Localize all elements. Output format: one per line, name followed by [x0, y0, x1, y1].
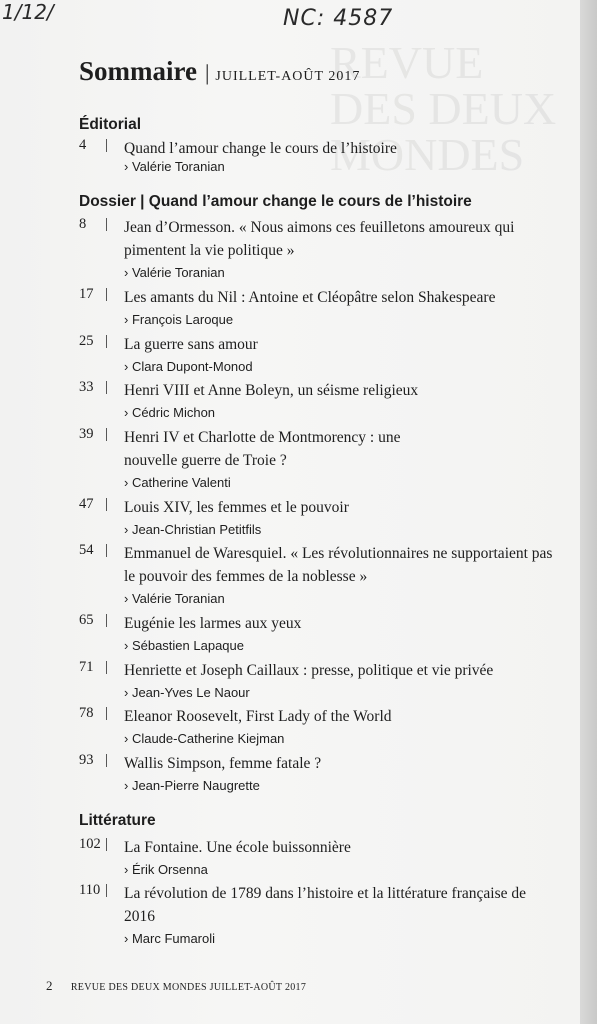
entry-page-number: 4: [79, 137, 87, 153]
entry-title: Henri VIII et Anne Boleyn, un séisme religieux: [124, 382, 419, 399]
entry-separator: |: [105, 379, 109, 395]
entry-separator: |: [105, 333, 109, 349]
entry-author: › Cédric Michon: [124, 405, 216, 420]
table-of-contents-header: [79, 56, 360, 87]
entry-author: › Jean-Yves Le Naour: [124, 685, 250, 700]
entry-page-number: 25: [79, 333, 94, 349]
handwritten-reference-note: NC: 4587: [283, 6, 394, 31]
entry-title: Eleanor Roosevelt, First Lady of the World: [124, 708, 392, 725]
entry-title: La guerre sans amour: [124, 336, 258, 353]
entry-author: › Catherine Valenti: [124, 475, 231, 490]
section-heading-editorial: Éditorial: [79, 116, 142, 133]
entry-author: › Valérie Toranian: [124, 265, 225, 280]
entry-author: › Valérie Toranian: [124, 591, 225, 606]
entry-author: › Claude-Catherine Kiejman: [124, 731, 285, 746]
entry-title: La révolution de 1789 dans l’histoire et la littérature française de 2016: [124, 885, 526, 925]
entry-separator: |: [105, 286, 109, 302]
footer-journal-name: REVUE DES DEUX MONDES: [70, 982, 207, 993]
entry-title: Quand l’amour change le cours de l’histoire: [124, 140, 397, 157]
entry-title: Henriette et Joseph Caillaux : presse, politique et vie privée: [124, 662, 494, 679]
entry-title: Henri IV et Charlotte de Montmorency : une nouvelle guerre de Troie ?: [124, 429, 401, 469]
entry-author: › Valérie Toranian: [124, 159, 225, 174]
entry-page-number: 54: [79, 542, 94, 558]
entry-title: Wallis Simpson, femme fatale ?: [124, 755, 322, 772]
entry-author: › Jean-Pierre Naugrette: [124, 778, 260, 793]
entry-title: Emmanuel de Waresquiel. « Les révolutionnaires ne supportaient pas le pouvoir des femmes de la noblesse »: [124, 545, 553, 585]
entry-page-number: 47: [79, 496, 94, 512]
entry-page-number: 102: [79, 836, 101, 852]
entry-separator: |: [105, 426, 109, 442]
page-title: Sommaire: [79, 56, 197, 86]
entry-separator: |: [105, 542, 109, 558]
entry-author: › Jean-Christian Petitfils: [124, 522, 262, 537]
entry-separator: |: [105, 496, 109, 512]
section-heading-dossier: Dossier | Quand l’amour change le cours de l’histoire: [79, 193, 472, 210]
entry-page-number: 33: [79, 379, 94, 395]
page-footer: [46, 978, 306, 994]
entry-separator: |: [105, 659, 109, 675]
entry-author: › Marc Fumaroli: [124, 931, 216, 946]
entry-author: › Sébastien Lapaque: [124, 638, 244, 653]
entry-separator: |: [105, 216, 109, 232]
page-edge: [580, 0, 597, 1024]
issue-date: JUILLET-AOÛT 2017: [215, 69, 361, 84]
entry-title: Les amants du Nil : Antoine et Cléopâtre selon Shakespeare: [124, 289, 496, 306]
section-heading-litterature: Littérature: [79, 812, 156, 829]
entry-title: Louis XIV, les femmes et le pouvoir: [124, 499, 349, 516]
entry-separator: |: [105, 752, 109, 768]
entry-page-number: 110: [79, 882, 101, 898]
entry-separator: |: [105, 137, 109, 153]
entry-author: › Érik Orsenna: [124, 862, 208, 877]
entry-title: La Fontaine. Une école buissonnière: [124, 839, 351, 856]
entry-author: › François Laroque: [124, 312, 234, 327]
show-through-text: REVUE DES DEUX MONDES: [330, 37, 557, 180]
entry-title: Eugénie les larmes aux yeux: [124, 615, 302, 632]
entry-page-number: 39: [79, 426, 94, 442]
entry-page-number: 71: [79, 659, 94, 675]
handwritten-corner-note: 1/12/: [2, 0, 54, 24]
entry-page-number: 17: [79, 286, 94, 302]
entry-page-number: 8: [79, 216, 87, 232]
entry-author: › Clara Dupont-Monod: [124, 359, 253, 374]
entry-page-number: 78: [79, 705, 94, 721]
entry-title: Jean d’Ormesson. « Nous aimons ces feuilletons amoureux qui pimentent la vie politique »: [124, 219, 515, 259]
entry-page-number: 93: [79, 752, 94, 768]
entry-separator: |: [105, 612, 109, 628]
entry-separator: |: [105, 836, 109, 852]
entry-separator: |: [105, 705, 109, 721]
entry-page-number: 65: [79, 612, 94, 628]
footer-issue-date: JUILLET-AOÛT 2017: [209, 982, 307, 993]
title-separator: |: [204, 60, 210, 85]
entry-separator: |: [105, 882, 109, 898]
footer-page-number: 2: [46, 978, 53, 993]
